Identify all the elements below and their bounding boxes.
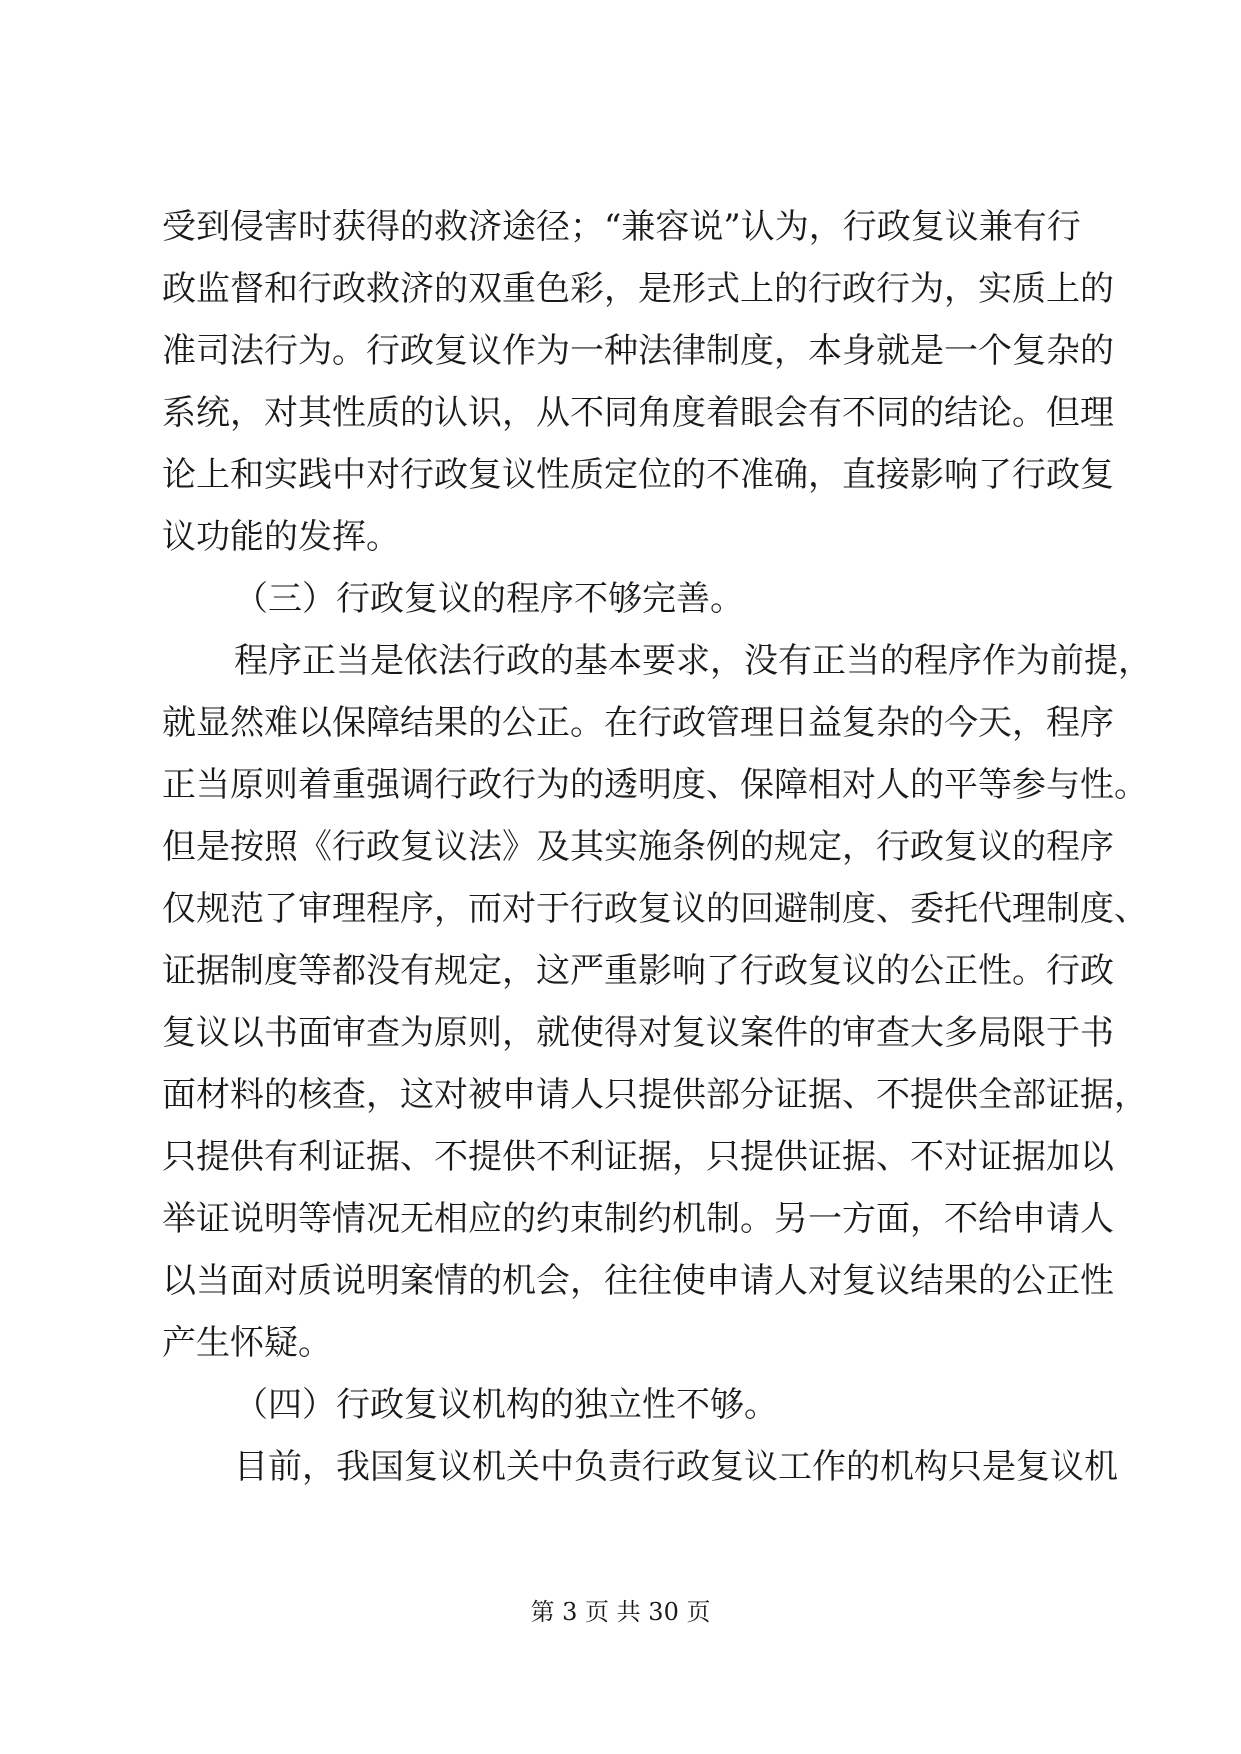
body-text-line: 议功能的发挥。 [162, 517, 400, 557]
body-text-line: 复议以书面审查为原则，就使得对复议案件的审查大多局限于书 [162, 1013, 1114, 1053]
body-text-line: 但是按照《行政复议法》及其实施条例的规定，行政复议的程序 [162, 827, 1114, 867]
page-number-footer: 第 3 页 共 30 页 [530, 1598, 711, 1626]
body-text-line: 系统，对其性质的认识，从不同角度着眼会有不同的结论。但理 [162, 393, 1114, 433]
body-text-line: 就显然难以保障结果的公正。在行政管理日益复杂的今天，程序 [162, 703, 1114, 743]
section-heading-4: （四）行政复议机构的独立性不够。 [234, 1385, 778, 1425]
body-text-line: 证据制度等都没有规定，这严重影响了行政复议的公正性。行政 [162, 951, 1114, 991]
body-text-line: 举证说明等情况无相应的约束制约机制。另一方面，不给申请人 [162, 1199, 1114, 1239]
body-text-line: 以当面对质说明案情的机会，往往使申请人对复议结果的公正性 [162, 1261, 1114, 1301]
body-text-line: 只提供有利证据、不提供不利证据，只提供证据、不对证据加以 [162, 1137, 1114, 1177]
body-text-line: 受到侵害时获得的救济途径；“兼容说”认为，行政复议兼有行 [162, 207, 1081, 247]
body-text-line: 面材料的核查，这对被申请人只提供部分证据、不提供全部证据， [162, 1075, 1148, 1115]
body-text-line: 产生怀疑。 [162, 1323, 332, 1363]
body-text-line: 论上和实践中对行政复议性质定位的不准确，直接影响了行政复 [162, 455, 1114, 495]
section-heading-3: （三）行政复议的程序不够完善。 [234, 579, 744, 619]
body-text-line: 目前，我国复议机关中负责行政复议工作的机构只是复议机 [234, 1447, 1118, 1487]
body-text-line: 正当原则着重强调行政行为的透明度、保障相对人的平等参与性。 [162, 765, 1148, 805]
body-text-line: 政监督和行政救济的双重色彩，是形式上的行政行为，实质上的 [162, 269, 1114, 309]
body-text-line: 程序正当是依法行政的基本要求，没有正当的程序作为前提， [234, 641, 1152, 681]
body-text-line: 准司法行为。行政复议作为一种法律制度，本身就是一个复杂的 [162, 331, 1114, 371]
body-text-line: 仅规范了审理程序，而对于行政复议的回避制度、委托代理制度、 [162, 889, 1148, 929]
